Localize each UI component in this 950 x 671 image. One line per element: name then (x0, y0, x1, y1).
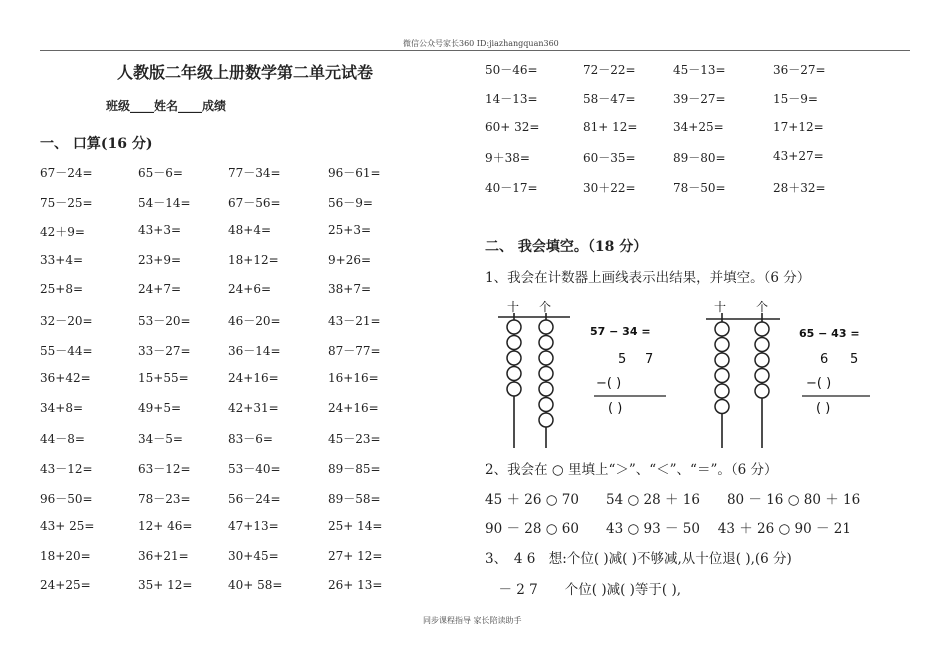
math-problem: 63－12= (138, 462, 191, 476)
abacus-bead (539, 336, 553, 350)
abacus-bead (507, 367, 521, 381)
abacus-1-digit-tens: 5 (618, 352, 627, 367)
abacus-1-result-row: ( ) (608, 401, 623, 416)
math-problem: 24+25= (40, 578, 91, 593)
math-problem: 43+27= (773, 149, 824, 164)
math-problem: 28＋32= (773, 180, 826, 195)
math-problem: 25+8= (40, 282, 84, 297)
math-problem: 53－40= (228, 462, 281, 476)
math-problem: 32－20= (40, 314, 93, 328)
compare-line-2: 90 － 28 ○ 60 43 ○ 93 － 50 43 ＋ 26 ○ 90 － 21 (485, 521, 851, 537)
abacus-bead (539, 351, 553, 365)
math-problem: 33－27= (138, 343, 191, 358)
math-problem: 81+ 12= (583, 119, 638, 134)
math-problem: 46－20= (228, 314, 281, 328)
math-problem: 24+6= (228, 282, 272, 297)
abacus-bead (507, 336, 521, 350)
math-problem: 50－46= (485, 63, 538, 77)
abacus-bead (755, 384, 769, 398)
abacus-2-minus-row: −( ) (806, 376, 832, 391)
math-problem: 48+4= (228, 223, 272, 238)
math-problem: 96－61= (328, 166, 381, 180)
abacus-1-ones-beads (539, 320, 553, 427)
abacus-bead (755, 338, 769, 352)
math-problem: 25+3= (328, 223, 372, 238)
abacus-2-equation: 65 − 43 = (799, 327, 860, 340)
question-3-line-1: 3、 4 6 想:个位( )减( )不够减,从十位退( ),(6 分) (485, 551, 792, 567)
abacus-2-result-row: ( ) (816, 401, 831, 416)
math-problem: 43+ 25= (40, 519, 95, 534)
abacus-1-tens-beads (507, 320, 521, 396)
math-problem: 34－5= (138, 432, 183, 447)
math-problem: 72－22= (583, 63, 636, 77)
abacus-bead (507, 320, 521, 334)
abacus-bead (507, 351, 521, 365)
section-1-heading: 一、 口算(16 分) (40, 136, 153, 152)
math-problem: 45－13= (673, 63, 726, 77)
math-problem: 30＋22= (583, 180, 636, 195)
math-problem: 34+8= (40, 400, 84, 415)
math-problem: 39－27= (673, 92, 726, 107)
abacus-1 (488, 293, 688, 453)
header-divider (40, 50, 910, 51)
abacus-2-ones-beads (755, 322, 769, 398)
abacus-bead (755, 322, 769, 336)
math-problem: 18+20= (40, 548, 91, 563)
student-info-line: 班级____姓名____成绩 (106, 99, 227, 113)
math-problem: 43－21= (328, 314, 381, 328)
math-problem: 43+3= (138, 223, 182, 238)
math-problem: 40+ 58= (228, 578, 283, 593)
abacus-bead (715, 338, 729, 352)
math-problem: 33+4= (40, 252, 84, 267)
abacus-2-ones-label: 个 (756, 300, 769, 314)
abacus-bead (539, 398, 553, 412)
math-problem: 9＋38= (485, 151, 530, 166)
math-problem: 42+31= (228, 400, 279, 415)
abacus-1-ones-label: 个 (539, 300, 552, 314)
math-problem: 14－13= (485, 92, 538, 107)
abacus-bead (539, 382, 553, 396)
math-problem: 27+ 12= (328, 548, 383, 563)
math-problem: 30+45= (228, 548, 279, 563)
math-problem: 45－23= (328, 432, 381, 447)
math-problem: 83－6= (228, 432, 273, 447)
math-problem: 38+7= (328, 282, 372, 297)
math-problem: 75－25= (40, 195, 93, 210)
abacus-2-digit-tens: 6 (820, 352, 829, 367)
math-problem: 24+16= (328, 400, 379, 415)
math-problem: 16+16= (328, 371, 379, 386)
abacus-2-tens-beads (715, 322, 729, 414)
math-problem: 44－8= (40, 432, 85, 447)
abacus-1-digit-ones: 7 (645, 352, 654, 367)
math-problem: 96－50= (40, 491, 93, 506)
question-2-text: 2、我会在 ○ 里填上“＞”、“＜”、“＝”。（6 分） (485, 462, 778, 478)
math-problem: 55－44= (40, 343, 93, 358)
math-problem: 60－35= (583, 151, 636, 166)
math-problem: 54－14= (138, 195, 191, 210)
math-problem: 60+ 32= (485, 119, 540, 134)
math-problem: 58－47= (583, 92, 636, 107)
abacus-bead (755, 369, 769, 383)
abacus-bead (715, 353, 729, 367)
math-problem: 56－24= (228, 491, 281, 506)
abacus-1-equation: 57 − 34 = (590, 325, 651, 338)
math-problem: 47+13= (228, 519, 279, 534)
abacus-bead (715, 369, 729, 383)
question-3-line-2: － 2 7 个位( )减( )等于( ), (485, 582, 682, 598)
math-problem: 89－80= (673, 151, 726, 166)
math-problem: 26+ 13= (328, 578, 383, 593)
abacus-bead (539, 320, 553, 334)
abacus-bead (715, 322, 729, 336)
math-problem: 25+ 14= (328, 519, 383, 534)
math-problem: 36－27= (773, 63, 826, 77)
math-problem: 24+16= (228, 371, 279, 386)
math-problem: 67－56= (228, 195, 281, 210)
math-problem: 56－9= (328, 195, 373, 210)
abacus-bead (715, 400, 729, 414)
math-problem: 36－14= (228, 343, 281, 358)
abacus-1-tens-label: 十 (507, 300, 520, 314)
math-problem: 89－58= (328, 491, 381, 506)
math-problem: 23+9= (138, 252, 182, 267)
compare-line-1: 45 ＋ 26 ○ 70 54 ○ 28 ＋ 16 80 － 16 ○ 80 ＋ 16 (485, 492, 861, 508)
watermark-top: 微信公众号家长360 ID:jiazhangquan360 (403, 39, 559, 48)
abacus-1-minus-row: −( ) (596, 376, 622, 391)
abacus-bead (507, 382, 521, 396)
math-problem: 17+12= (773, 119, 824, 134)
abacus-2-digit-ones: 5 (850, 352, 859, 367)
page-title: 人教版二年级上册数学第二单元试卷 (117, 63, 374, 82)
abacus-bead (539, 367, 553, 381)
math-problem: 87－77= (328, 343, 381, 358)
math-problem: 53－20= (138, 314, 191, 328)
math-problem: 43－12= (40, 462, 93, 476)
math-problem: 40－17= (485, 180, 538, 195)
math-problem: 36+42= (40, 371, 91, 386)
abacus-2-tens-label: 十 (714, 300, 727, 314)
math-problem: 89－85= (328, 462, 381, 476)
math-problem: 65－6= (138, 166, 183, 180)
section-2-heading: 二、 我会填空。（18 分） (485, 239, 648, 255)
math-problem: 42＋9= (40, 225, 85, 240)
math-problem: 12+ 46= (138, 519, 193, 534)
abacus-bead (539, 413, 553, 427)
math-problem: 24+7= (138, 282, 182, 297)
math-problem: 36+21= (138, 548, 189, 563)
abacus-2 (698, 293, 898, 453)
math-problem: 9+26= (328, 252, 372, 267)
math-problem: 35+ 12= (138, 578, 193, 593)
math-problem: 34+25= (673, 119, 724, 134)
math-problem: 15+55= (138, 371, 189, 386)
math-problem: 77－34= (228, 166, 281, 180)
math-problem: 15－9= (773, 92, 818, 107)
math-problem: 49+5= (138, 400, 182, 415)
math-problem: 18+12= (228, 252, 279, 267)
abacus-bead (715, 384, 729, 398)
footer-text: 同步课程指导 家长陪读助手 (423, 616, 522, 625)
question-1-text: 1、我会在计数器上画线表示出结果，并填空。（6 分） (485, 270, 811, 286)
math-problem: 67－24= (40, 166, 93, 180)
math-problem: 78－23= (138, 491, 191, 506)
abacus-bead (755, 353, 769, 367)
math-problem: 78－50= (673, 180, 726, 195)
